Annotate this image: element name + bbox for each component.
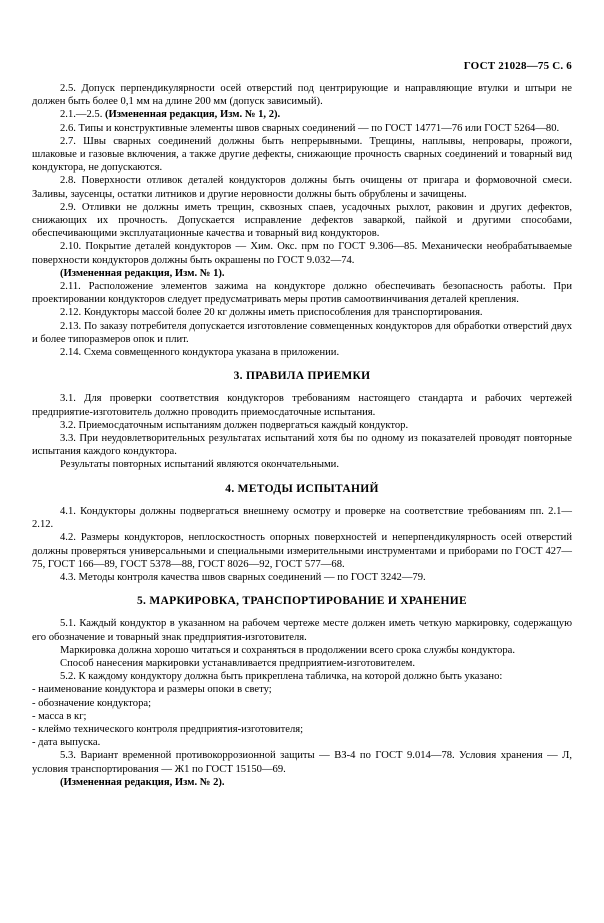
paragraph-2-13: 2.13. По заказу потребителя допускается изготовление совмещенных кондукторов для обработки отверстий двух и более типоразмеров опок и плит. xyxy=(32,320,572,345)
range-label: 2.1.—2.5. xyxy=(60,109,103,121)
paragraph-2-5: 2.5. Допуск перпендикулярности осей отверстий под центрирующие и направляющие втулки и штыри не должен быть более 0,1 мм на длине 200 мм (допуск зависимый). xyxy=(32,83,572,108)
revision-note: (Измененная редакция, Изм. № 1, 2). xyxy=(105,109,281,121)
paragraph-5-1c: Способ нанесения маркировки устанавливается предприятием-изготовителем. xyxy=(60,657,416,669)
list-item: - масса в кг; xyxy=(32,710,87,722)
list-item: - дата выпуска. xyxy=(32,737,101,749)
paragraph-2-14: 2.14. Схема совмещенного кондуктора указана в приложении. xyxy=(60,347,340,359)
list-item: - клеймо технического контроля предприятия-изготовителя; xyxy=(32,723,304,735)
paragraph-5-2: 5.2. К каждому кондуктору должна быть прикреплена табличка, на которой должно быть указано: xyxy=(60,671,503,683)
section-5-heading: 5. МАРКИРОВКА, ТРАНСПОРТИРОВАНИЕ И ХРАНЕНИЕ xyxy=(136,595,468,608)
paragraph-2-6: 2.6. Типы и конструктивные элементы швов сварных соединений — по ГОСТ 14771—76 или ГОСТ 5264—80. xyxy=(60,122,560,134)
paragraph-2-11: 2.11. Расположение элементов зажима на кондукторе должно обеспечивать безопасность работы. При проектировании кондукторов следует предусматривать меры против самоотвинчивания деталей крепления. xyxy=(32,281,572,306)
paragraph-2-7: 2.7. Швы сварных соединений должны быть непрерывными. Трещины, наплывы, непровары, прожоги, шлаковые и газовые включения, а также другие дефекты, снижающие прочность сварных соединений и товарный вид кондуктора, не допускаются. xyxy=(32,135,572,174)
page-header: ГОСТ 21028—75 С. 6 xyxy=(463,60,572,72)
paragraph-2-9: 2.9. Отливки не должны иметь трещин, сквозных спаев, усадочных рыхлот, раковин и других дефектов, снижающих их прочность. Допускается исправление дефектов заваркой, пайкой и другими способами, обеспечивающими эксплуатационные качества и товарный вид кондукторов. xyxy=(32,201,572,240)
paragraph-5-1b: Маркировка должна хорошо читаться и сохраняться в продолжении всего срока службы кондуктора. xyxy=(60,644,515,656)
paragraph-3-2: 3.2. Приемосдаточным испытаниям должен подвергаться каждый кондуктор. xyxy=(60,419,409,431)
document-body xyxy=(32,82,572,789)
section-3-heading: 3. ПРАВИЛА ПРИЕМКИ xyxy=(233,370,371,383)
paragraph-5-1: 5.1. Каждый кондуктор в указанном на рабочем чертеже месте должен иметь четкую маркировку, содержащую его обозначение и товарный знак предприятия-изготовителя. xyxy=(32,618,572,643)
paragraph-2-8: 2.8. Поверхности отливок деталей кондукторов должны быть очищены от пригара и формовочной смеси. Заливы, заусенцы, остатки литников и другие неровности должны быть обрублены и зачищены. xyxy=(32,175,572,200)
revision-note-2: (Измененная редакция, Изм. № 2). xyxy=(60,776,225,788)
list-item: - наименование кондуктора и размеры опоки в свету; xyxy=(32,684,272,696)
paragraph-2-12: 2.12. Кондукторы массой более 20 кг должны иметь приспособления для транспортирования. xyxy=(60,307,483,319)
paragraph-2-10: 2.10. Покрытие деталей кондукторов — Хим. Окс. прм по ГОСТ 9.306—85. Механически необрабатываемые поверхности кондукторов должны быть окрашены по ГОСТ 9.032—74. xyxy=(32,241,572,266)
list-item: - обозначение кондуктора; xyxy=(32,697,152,709)
paragraph-3-3: 3.3. При неудовлетворительных результатах испытаний хотя бы по одному из показателей проводят повторные испытания каждого кондуктора. xyxy=(32,433,572,458)
revision-note-1: (Измененная редакция, Изм. № 1). xyxy=(60,267,225,279)
paragraph-3-1: 3.1. Для проверки соответствия кондукторов требованиям настоящего стандарта и рабочих чертежей предприятие-изготовитель должно проводить приемосдаточные испытания. xyxy=(32,393,572,418)
paragraph-4-1: 4.1. Кондукторы должны подвергаться внешнему осмотру и проверке на соответствие требованиям пп. 2.1—2.12. xyxy=(32,505,572,531)
paragraph-3-3b: Результаты повторных испытаний являются окончательными. xyxy=(60,459,340,471)
paragraph-4-2: 4.2. Размеры кондукторов, неплоскостность опорных поверхностей и неперпендикулярность осей отверстий должны проверяться универсальными и специальными измерительными инструментами и приборами по ГОСТ 427—75, ГОСТ 166—89, ГОСТ 5378—88, ГОСТ 8026—92, ГОСТ 577—68. xyxy=(32,532,572,570)
paragraph-2-1-2-5-note xyxy=(32,108,572,121)
paragraph-4-3: 4.3. Методы контроля качества швов сварных соединений — по ГОСТ 3242—79. xyxy=(60,571,426,583)
paragraph-5-3: 5.3. Вариант временной противокоррозионной защиты — ВЗ-4 по ГОСТ 9.014—78. Условия хранения — Л, условия транспортирования — Ж1 по ГОСТ 15150—69. xyxy=(32,750,572,775)
section-4-heading: 4. МЕТОДЫ ИСПЫТАНИЙ xyxy=(225,482,379,495)
